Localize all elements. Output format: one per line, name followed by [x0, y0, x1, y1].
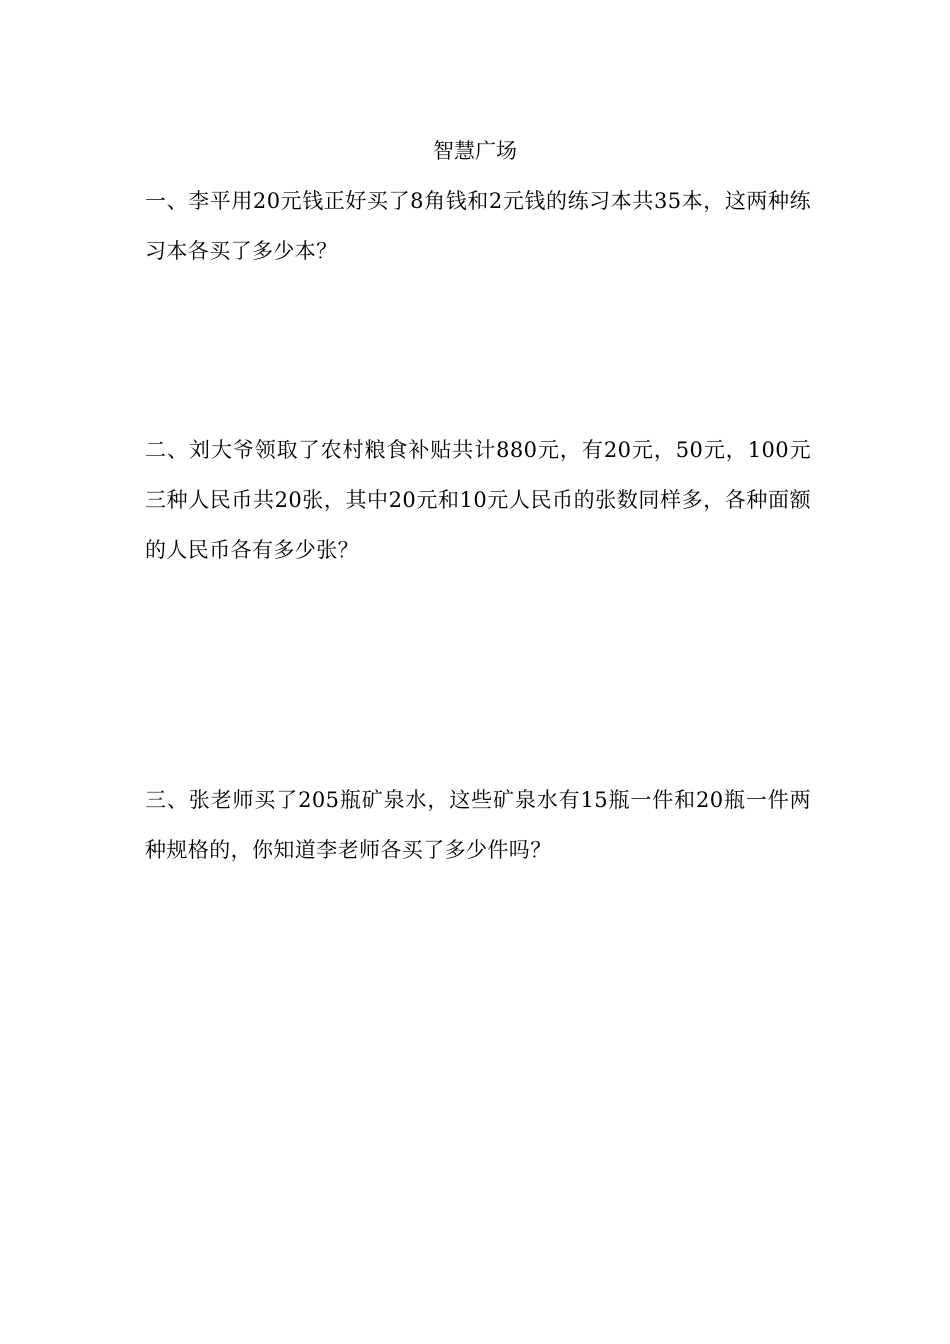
question-1: 一、李平用20元钱正好买了8角钱和2元钱的练习本共35本，这两种练习本各买了多少本？ [145, 189, 811, 263]
document-title: 智慧广场 [433, 139, 517, 163]
question-3: 三、张老师买了205瓶矿泉水，这些矿泉水有15瓶一件和20瓶一件两种规格的，你知道李老师各买了多少件吗？ [145, 788, 811, 862]
question-2: 二、刘大爷领取了农村粮食补贴共计880元，有20元，50元，100元三种人民币共20张，其中20元和10元人民币的张数同样多，各种面额的人民币各有多少张？ [145, 438, 811, 562]
